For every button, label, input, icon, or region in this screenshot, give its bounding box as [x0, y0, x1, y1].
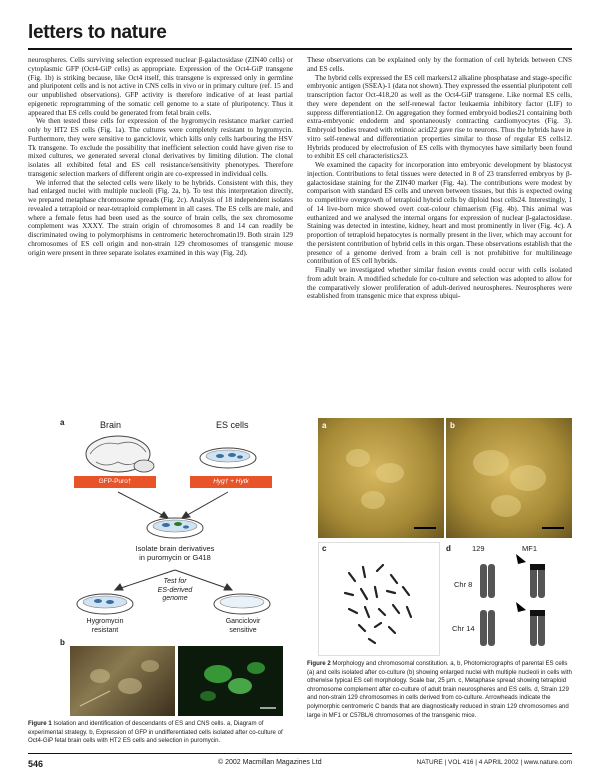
- right-column-text: [307, 56, 572, 301]
- panel-label-d: d: [446, 544, 451, 553]
- paragraph: Finally we investigated whether similar fusion events could occur with cells isolated from adult brain. A modified schedule for co-culture and selection was adopted to allow for the comparatively slower proliferation of adult-derived neurospheres. Neurospheres were established from transgenic mice that express ubiqui-: [307, 266, 572, 301]
- copyright: © 2002 Macmillan Magazines Ltd: [218, 759, 322, 766]
- panel-label-c: c: [322, 544, 327, 553]
- chromosome-bands: [446, 552, 572, 656]
- micrograph-b: [446, 418, 572, 538]
- brain-icon: [86, 436, 154, 472]
- es-cells-dish-icon: [200, 448, 256, 468]
- panel-label-a: a: [322, 421, 327, 430]
- gfp-puro-marker-box: GFP-Puro†: [74, 476, 156, 488]
- es-cells-label: ES cells: [216, 420, 249, 430]
- left-column-text: [28, 56, 293, 257]
- header-rule: [28, 48, 572, 50]
- column-label-129: 129: [472, 544, 485, 553]
- figure-1: [60, 418, 290, 718]
- brain-label: Brain: [100, 420, 122, 430]
- ganciclovir-dish-icon: [214, 594, 270, 614]
- ganciclovir-sensitive-label: Ganciclovir sensitive: [225, 618, 261, 634]
- page-header: [28, 22, 572, 44]
- coculture-dish-icon: [147, 518, 203, 538]
- hygromycin-dish-icon: [77, 594, 133, 614]
- test-text: Test for ES-derived genome: [157, 578, 193, 602]
- paragraph: We inferred that the selected cells were likely to be hybrids. Consistent with this, they had enlarged nuclei with multiple nucleoli (Fig. 2a, b). To test this interpretation directly, we prepared metaphase chromosome spreads (Fig. 2c). Analysis of 18 independent isolates revealed a tetraploid or near-tetraploid complement in all cases. The ES cells are male, and where a female fetus had been used as the source of brain cells, the sex chromosome complement was XXXY. The strain origin of chromosomes 8 and 14 can readily be discriminated owing to polymorphisms in centromeric heterochromatin19. Both strain 129 chromosomes of ES cell origin and non-strain 129 chromosomes of transgenic mouse origin were present in three separate isolates examined in this way (Fig. 2d).: [28, 178, 293, 257]
- figure-2: [318, 418, 572, 658]
- metaphase-spread: [318, 542, 440, 656]
- brightfield-micrograph: [70, 646, 175, 716]
- paragraph: We examined the capacity for incorporation into embryonic development by blastocyst injection. Contributions to fetal tissues were detected in 8 of 23 transferred embryos by β-galactosidase staining for the ZIN40 marker (Fig. 4a). The contributions were modest by comparison with standard ES cells and uneven between tissues, but this is expected owing to competitive overgrowth of tetraploid hybrid cells by diploid host cells24. Interestingly, 1 of 14 live-born mice showed overt coat-colour chimaerism (Fig. 4b). This animal was euthanized and we analysed the internal organs for expression of nuclear β-galactosidase. Staining was detected in intestine, kidney, heart and most prominently in liver (Fig. 4c). A proportion of tetraploid hepatocytes is normally present in the liver, which may account for the persistent contribution of hybrid cells in this organ. These observations establish that the presence of a genome derived from a brain cell is not prohibitive for multilineage contribution of ES cell hybrids.: [307, 161, 572, 266]
- micrograph-a: [318, 418, 444, 538]
- chr8-label: Chr 8: [454, 580, 473, 589]
- figure-1-caption: Figure 1 Isolation and identification of descendants of ES and CNS cells. a, Diagram of experimental strategy. b, Expression of GFP in undifferentiated cells isolated after co-culture of Oct4-GiP fetal brain cells with HT2 ES cells and selection in puromycin.: [28, 720, 283, 745]
- panel-label-b: b: [60, 638, 65, 647]
- page-number: 546: [28, 759, 44, 769]
- panel-label-b: b: [450, 421, 455, 430]
- hygromycin-resistant-label: Hygromycin resistant: [86, 618, 124, 634]
- hyg-hytk-marker-box: Hyg† + Hytk: [190, 476, 272, 488]
- panel-label-a: a: [60, 418, 65, 427]
- figure-2-caption: Figure 2 Morphology and chromosomal constitution. a, b, Photomicrographs of parental ES cells (a) and cells isolated after co-culture (b) showing enlarged nuclei with multiple nucleoli in cells with otherwise typical ES cell morphology. Scale bar, 25 μm. c, Metaphase spread showing tetraploid chromosome complement after co-culture of adult brain neurospheres and ES cells. d, Strain 129 and non-strain 129 chromosomes in cells derived from co-culture. Arrowheads indicate the polymorphic centromeric C bands that are diagnostically reduced in strain 129 chromosomes and large in MF1 or C57BL/6 chromosomes of the transgenic mice.: [307, 660, 572, 719]
- chr14-label: Chr 14: [452, 624, 475, 633]
- paragraph: neurospheres. Cells surviving selection expressed nuclear β-galactosidase (ZIN40 cells) or cytoplasmic GFP (Oct4-GiP cells) as appropriate. Expression of the Oct4-GiP transgene (Fig. 1b) is striking because, like Oct4 itself, this transgene is expressed only in germline and pluripotent cells and is not active in CNS cells in vivo or in primary culture (ref. 15 and our unpublished observations). GFP activity is therefore indicative of at least partial epigenetic reprogramming of the somatic cell genome to a state of pluripotency. Thus it appeared that ES cells could be generated from fetal brain cells.: [28, 56, 293, 117]
- strategy-diagram: [60, 418, 290, 643]
- paragraph: The hybrid cells expressed the ES cell markers12 alkaline phosphatase and stage-specific embryonic antigen (SSEA)-1 (data not shown). They expressed the essential pluripotent cell transcription factor Oct-418,20 as well as the Oct4-GiP transgene. Like normal ES cells, they were dependent on the self-renewal factor leukaemia inhibitory factor (LIF) to suppress differentiation12. On aggregation they formed embryoid bodies21 containing both extra-embryonic endoderm and spontaneously contracting cardiomyocytes (Fig. 3). Embryoid bodies treated with retinoic acid22 gave rise to neurons. Thus the hybrids have in vitro self-renewal and differentiation properties similar to those of regular ES cells12. Hybrids produced by electrofusion of ES cells with thymocytes have similarly been found to exhibit ES cell characteristics23.: [307, 73, 572, 161]
- journal-info: NATURE | VOL 416 | 4 APRIL 2002 | www.nature.com: [416, 759, 572, 766]
- gfp-fluorescence-micrograph: [178, 646, 283, 716]
- footer-rule: [28, 753, 572, 754]
- paragraph: We then tested these cells for expression of the hygromycin resistance marker carried only by HT2 ES cells (Fig. 1a). The cultures were completely resistant to hygromycin. Furthermore, they were sensitive to ganciclovir, which kills only cells harbouring the HSV Tk transgene. To exclude the possibility that inefficient selection could have given rise to mixed cultures, we generated several clonal derivatives by limiting dilution. The clonal isolates all exhibited fetal and ES cell resistance/sensitivity phenotypes. Therefore transgenic selection markers of different origin are co-expressed in individual cells.: [28, 117, 293, 178]
- isolate-text: Isolate brain derivatives in puromycin or G418: [135, 544, 215, 562]
- arrowhead-icon: [516, 554, 526, 612]
- section-title: letters to nature: [28, 22, 167, 43]
- paragraph: These observations can be explained only by the formation of cell hybrids between CNS and ES cells.: [307, 56, 572, 73]
- column-label-mf1: MF1: [522, 544, 537, 553]
